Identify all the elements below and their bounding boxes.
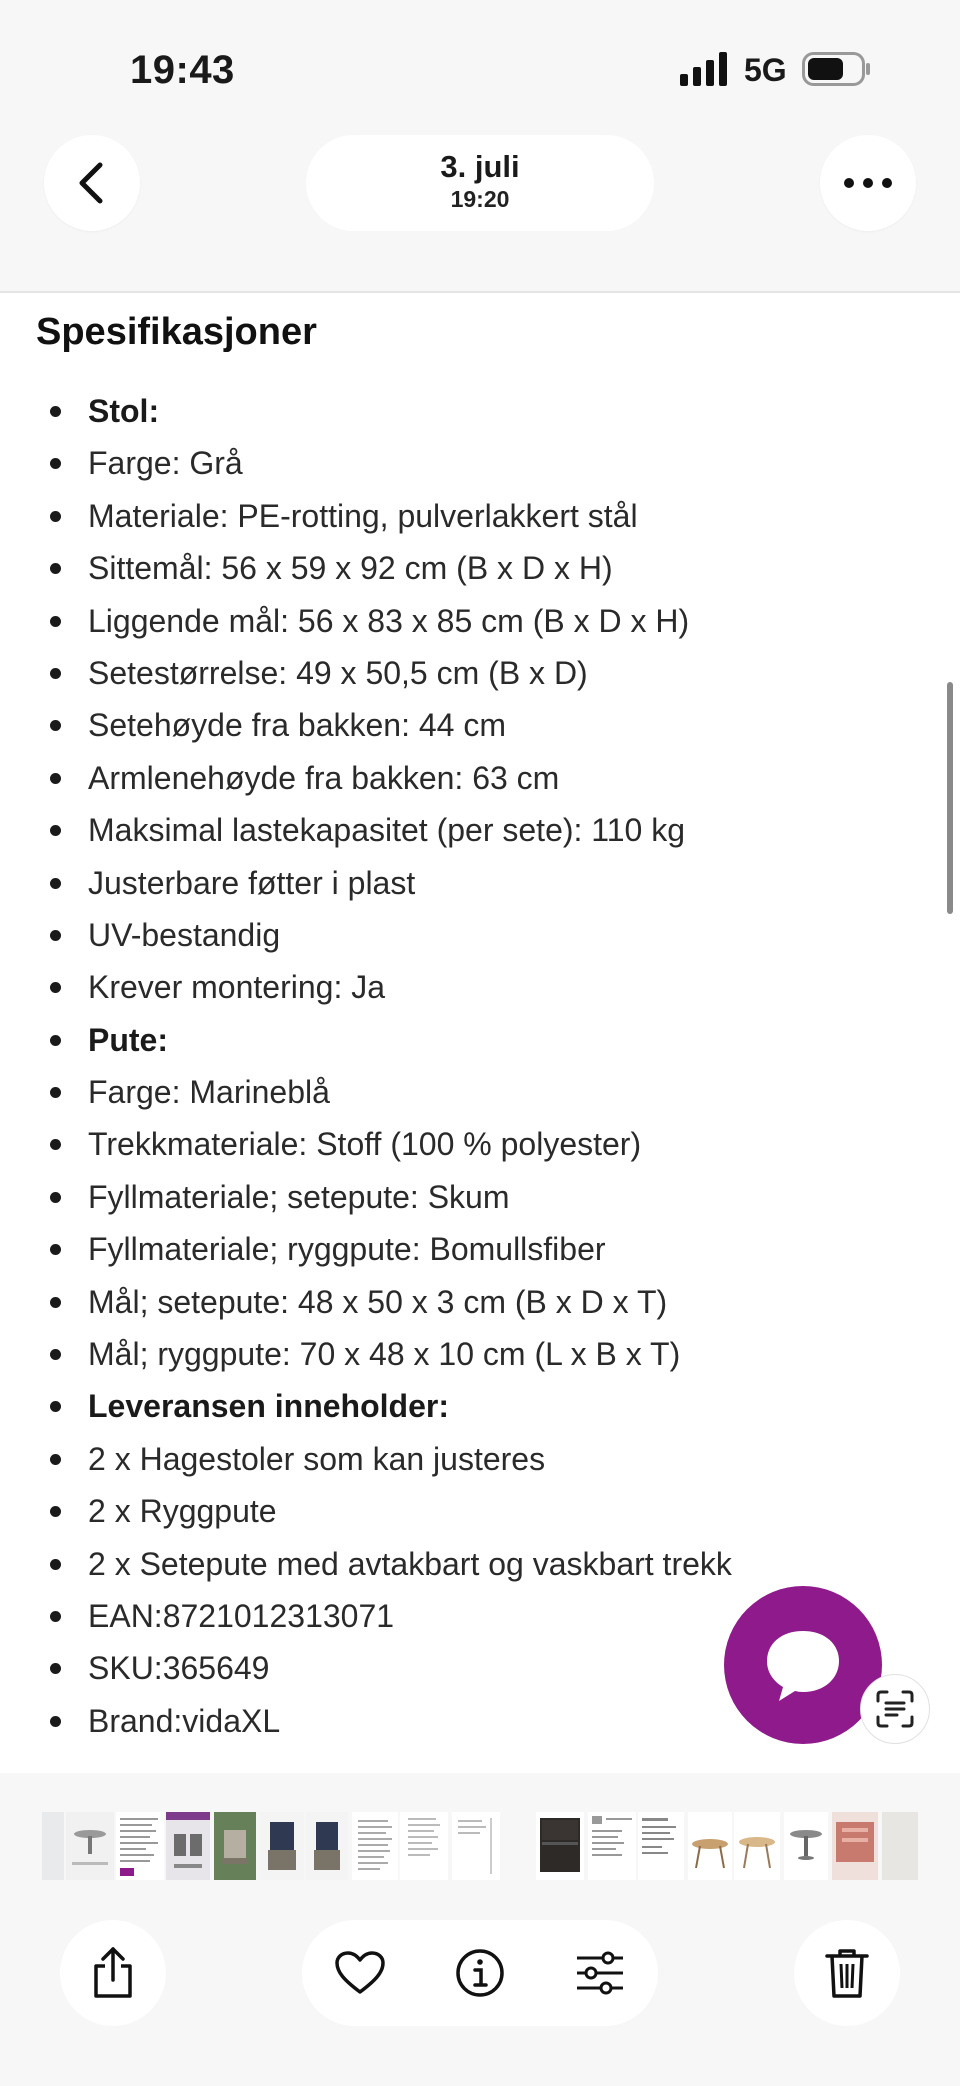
favorite-button[interactable] (310, 1920, 410, 2026)
info-button[interactable] (430, 1920, 530, 2026)
date-header[interactable] (306, 135, 654, 231)
spec-list-item: EAN:8721012313071 (0, 1590, 732, 1642)
spec-list-item: UV-bestandig (0, 909, 732, 961)
spec-list-item: Materiale: PE-rotting, pulverlakkert stål (0, 490, 732, 542)
spec-list-item: Maksimal lastekapasitet (per sete): 110 kg (0, 804, 732, 856)
action-pill (302, 1920, 658, 2026)
top-navigation (0, 130, 960, 290)
spec-list-item: 2 x Ryggpute (0, 1485, 732, 1537)
spec-list-item: 2 x Hagestoler som kan justeres (0, 1433, 732, 1485)
thumbnail[interactable] (588, 1812, 636, 1880)
more-button[interactable] (820, 135, 916, 231)
delete-button[interactable] (794, 1920, 900, 2026)
status-bar (0, 0, 960, 130)
sliders-icon (574, 1950, 626, 1996)
text-scan-button[interactable] (860, 1674, 930, 1744)
thumbnail[interactable] (882, 1812, 918, 1880)
spec-list-item: Krever montering: Ja (0, 961, 732, 1013)
ellipsis-icon (843, 177, 893, 189)
spec-list-item: Liggende mål: 56 x 83 x 85 cm (B x D x H) (0, 595, 732, 647)
thumbnail[interactable] (400, 1812, 448, 1880)
thumbnail[interactable] (452, 1812, 500, 1880)
info-icon (454, 1947, 506, 1999)
share-icon (90, 1946, 136, 2000)
spec-list-item: Brand:vidaXL (0, 1695, 732, 1747)
thumbnail[interactable] (536, 1812, 584, 1880)
adjust-button[interactable] (550, 1920, 650, 2026)
thumbnail[interactable] (784, 1812, 828, 1880)
time-label: 19:20 (450, 186, 510, 212)
back-button[interactable] (44, 135, 140, 231)
thumbnail[interactable] (688, 1812, 732, 1880)
thumbnail[interactable] (832, 1812, 878, 1880)
spec-list-item: 2 x Setepute med avtakbart og vaskbart trekk (0, 1538, 732, 1590)
spec-list-item: Pute: (0, 1014, 732, 1066)
cellular-signal-icon (680, 52, 730, 86)
chat-button[interactable] (724, 1586, 882, 1744)
spec-list-item: Setestørrelse: 49 x 50,5 cm (B x D) (0, 647, 732, 699)
thumbnail[interactable] (214, 1812, 256, 1880)
network-type: 5G (744, 52, 787, 88)
thumbnail[interactable] (116, 1812, 164, 1880)
thumbnail-strip[interactable] (42, 1812, 918, 1880)
spec-list-item: Farge: Grå (0, 437, 732, 489)
spec-list-item: Trekkmateriale: Stoff (100 % polyester) (0, 1118, 732, 1170)
chevron-left-icon (72, 159, 112, 207)
thumbnail[interactable] (352, 1812, 398, 1880)
spec-list-item: SKU:365649 (0, 1642, 732, 1694)
specifications-content (0, 293, 960, 1773)
text-scan-icon (875, 1689, 915, 1729)
bottom-toolbar (0, 1910, 960, 2030)
speech-bubble-icon (761, 1625, 845, 1705)
spec-list-item: Setehøyde fra bakken: 44 cm (0, 699, 732, 751)
spec-list-item: Sittemål: 56 x 59 x 92 cm (B x D x H) (0, 542, 732, 594)
thumbnail[interactable] (734, 1812, 780, 1880)
spec-list-item: Stol: (0, 385, 732, 437)
heart-icon (334, 1950, 386, 1996)
section-title: Spesifikasjoner (36, 311, 317, 353)
thumbnail[interactable] (42, 1812, 64, 1880)
status-time: 19:43 (130, 48, 235, 92)
spec-list-item: Mål; ryggpute: 70 x 48 x 10 cm (L x B x T) (0, 1328, 732, 1380)
thumbnail[interactable] (166, 1812, 210, 1880)
thumbnail[interactable] (638, 1812, 684, 1880)
specification-list (0, 385, 732, 1747)
thumbnail[interactable] (66, 1812, 114, 1880)
thumbnail[interactable] (306, 1812, 348, 1880)
share-button[interactable] (60, 1920, 166, 2026)
spec-list-item: Fyllmateriale; setepute: Skum (0, 1171, 732, 1223)
spec-list-item: Mål; setepute: 48 x 50 x 3 cm (B x D x T) (0, 1276, 732, 1328)
spec-list-item: Farge: Marineblå (0, 1066, 732, 1118)
date-label: 3. juli (440, 149, 520, 184)
spec-list-item: Justerbare føtter i plast (0, 857, 732, 909)
battery-icon (802, 52, 872, 86)
thumbnail[interactable] (260, 1812, 304, 1880)
spec-list-item: Armlenehøyde fra bakken: 63 cm (0, 752, 732, 804)
spec-list-item: Leveransen inneholder: (0, 1380, 732, 1432)
scrollbar[interactable] (947, 682, 953, 914)
trash-icon (824, 1946, 870, 2000)
spec-list-item: Fyllmateriale; ryggpute: Bomullsfiber (0, 1223, 732, 1275)
